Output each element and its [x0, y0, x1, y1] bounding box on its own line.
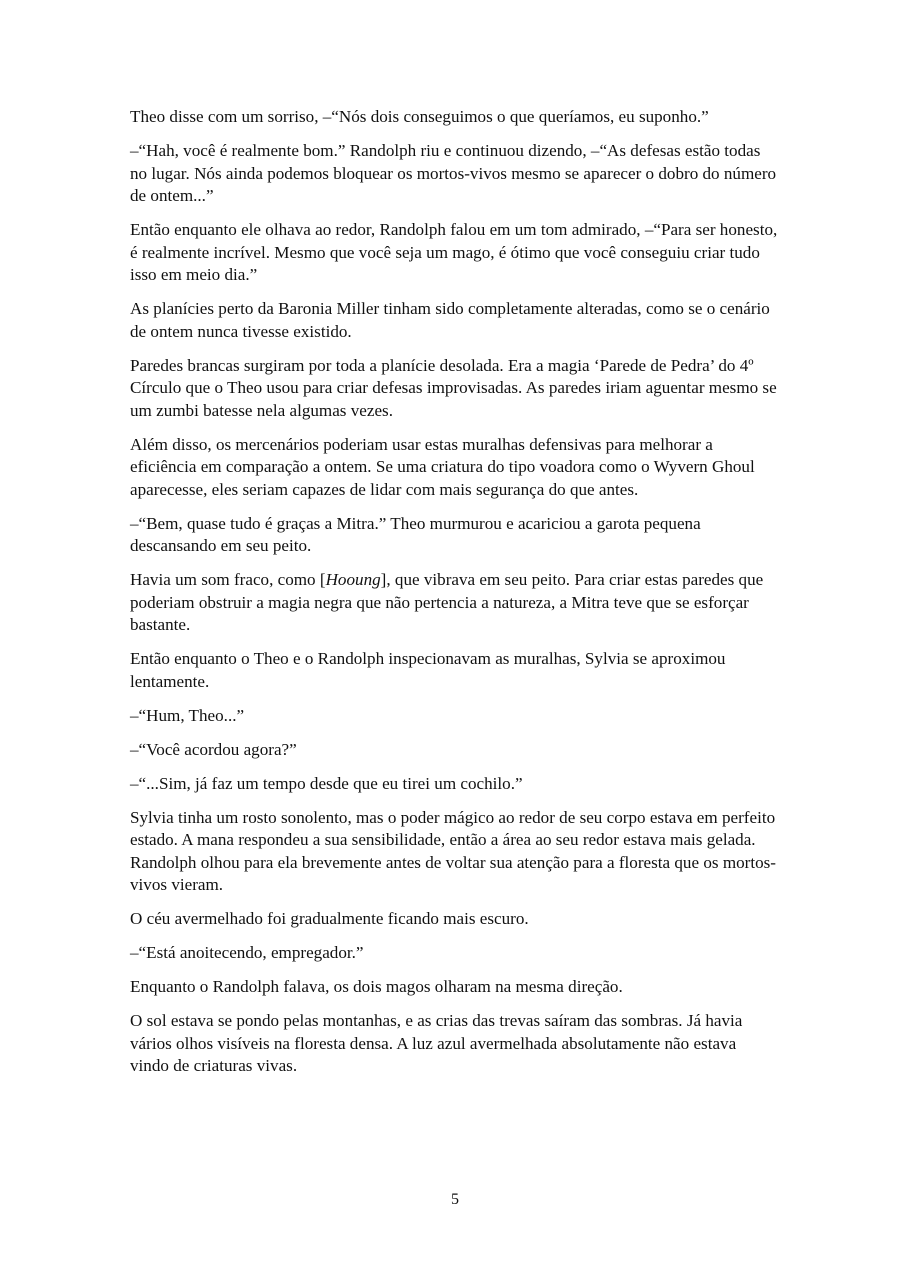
page-number: 5: [451, 1191, 459, 1208]
text-segment: ], que vibrava em seu peito. Para criar estas paredes que poderiam obstruir a magia negra que não pertencia a natureza, a Mitra teve que se esforçar bastante.: [130, 570, 764, 634]
paragraph: Theo disse com um sorriso, –“Nós dois conseguimos o que queríamos, eu suponho.”: [130, 107, 709, 126]
paragraph: As planícies perto da Baronia Miller tinham sido completamente alteradas, como se o cenário de ontem nunca tivesse existido.: [130, 299, 770, 341]
paragraph: Então enquanto ele olhava ao redor, Randolph falou em um tom admirado, –“Para ser honesto, é realmente incrível. Mesmo que você seja um mago, é ótimo que você conseguiu criar tudo isso em meio dia.”: [130, 220, 778, 284]
paragraph: –“Hum, Theo...”: [130, 705, 245, 725]
text-body: [130, 106, 778, 1089]
paragraph: –“Hah, você é realmente bom.” Randolph riu e continuou dizendo, –“As defesas estão todas no lugar. Nós ainda podemos bloquear os mortos-vivos mesmo se aparecer o dobro do número de ontem...”: [130, 141, 777, 205]
text-segment: Havia um som fraco, como [: [130, 570, 326, 589]
paragraph: Sylvia tinha um rosto sonolento, mas o poder mágico ao redor de seu corpo estava em perfeito estado. A mana respondeu a sua sensibilidade, então a área ao seu redor estava mais gelada. Randolph olhou para ela brevemente antes de voltar sua atenção para a floresta que os mortos-vivos vieram.: [130, 807, 776, 894]
italic-sound-effect: Hooung: [325, 570, 381, 589]
paragraph: –“Bem, quase tudo é graças a Mitra.” Theo murmurou e acariciou a garota pequena descansando em seu peito.: [130, 513, 701, 555]
paragraph-with-italic: [130, 569, 778, 637]
paragraph: Além disso, os mercenários poderiam usar estas muralhas defensivas para melhorar a eficiência em comparação a ontem. Se uma criatura do tipo voadora como o Wyvern Ghoul aparecesse, eles seriam capazes de lidar com mais segurança do que antes.: [130, 434, 755, 499]
paragraph: Enquanto o Randolph falava, os dois magos olharam na mesma direção.: [130, 977, 623, 996]
paragraph: –“Está anoitecendo, empregador.”: [130, 943, 364, 962]
paragraph: O sol estava se pondo pelas montanhas, e as crias das trevas saíram das sombras. Já havia vários olhos visíveis na floresta densa. A luz azul avermelhada absolutamente não estava vindo de criaturas vivas.: [130, 1011, 743, 1075]
paragraph: Então enquanto o Theo e o Randolph inspecionavam as muralhas, Sylvia se aproximou lentamente.: [130, 649, 726, 691]
paragraph: Paredes brancas surgiram por toda a planície desolada. Era a magia ‘Parede de Pedra’ do 4º Círculo que o Theo usou para criar defesas improvisadas. As paredes iriam aguentar mesmo se um zumbi batesse nela algumas vezes.: [130, 355, 777, 420]
paragraph: –“...Sim, já faz um tempo desde que eu tirei um cochilo.”: [130, 773, 523, 793]
paragraph: O céu avermelhado foi gradualmente ficando mais escuro.: [130, 909, 529, 928]
paragraph: –“Você acordou agora?”: [130, 739, 297, 759]
